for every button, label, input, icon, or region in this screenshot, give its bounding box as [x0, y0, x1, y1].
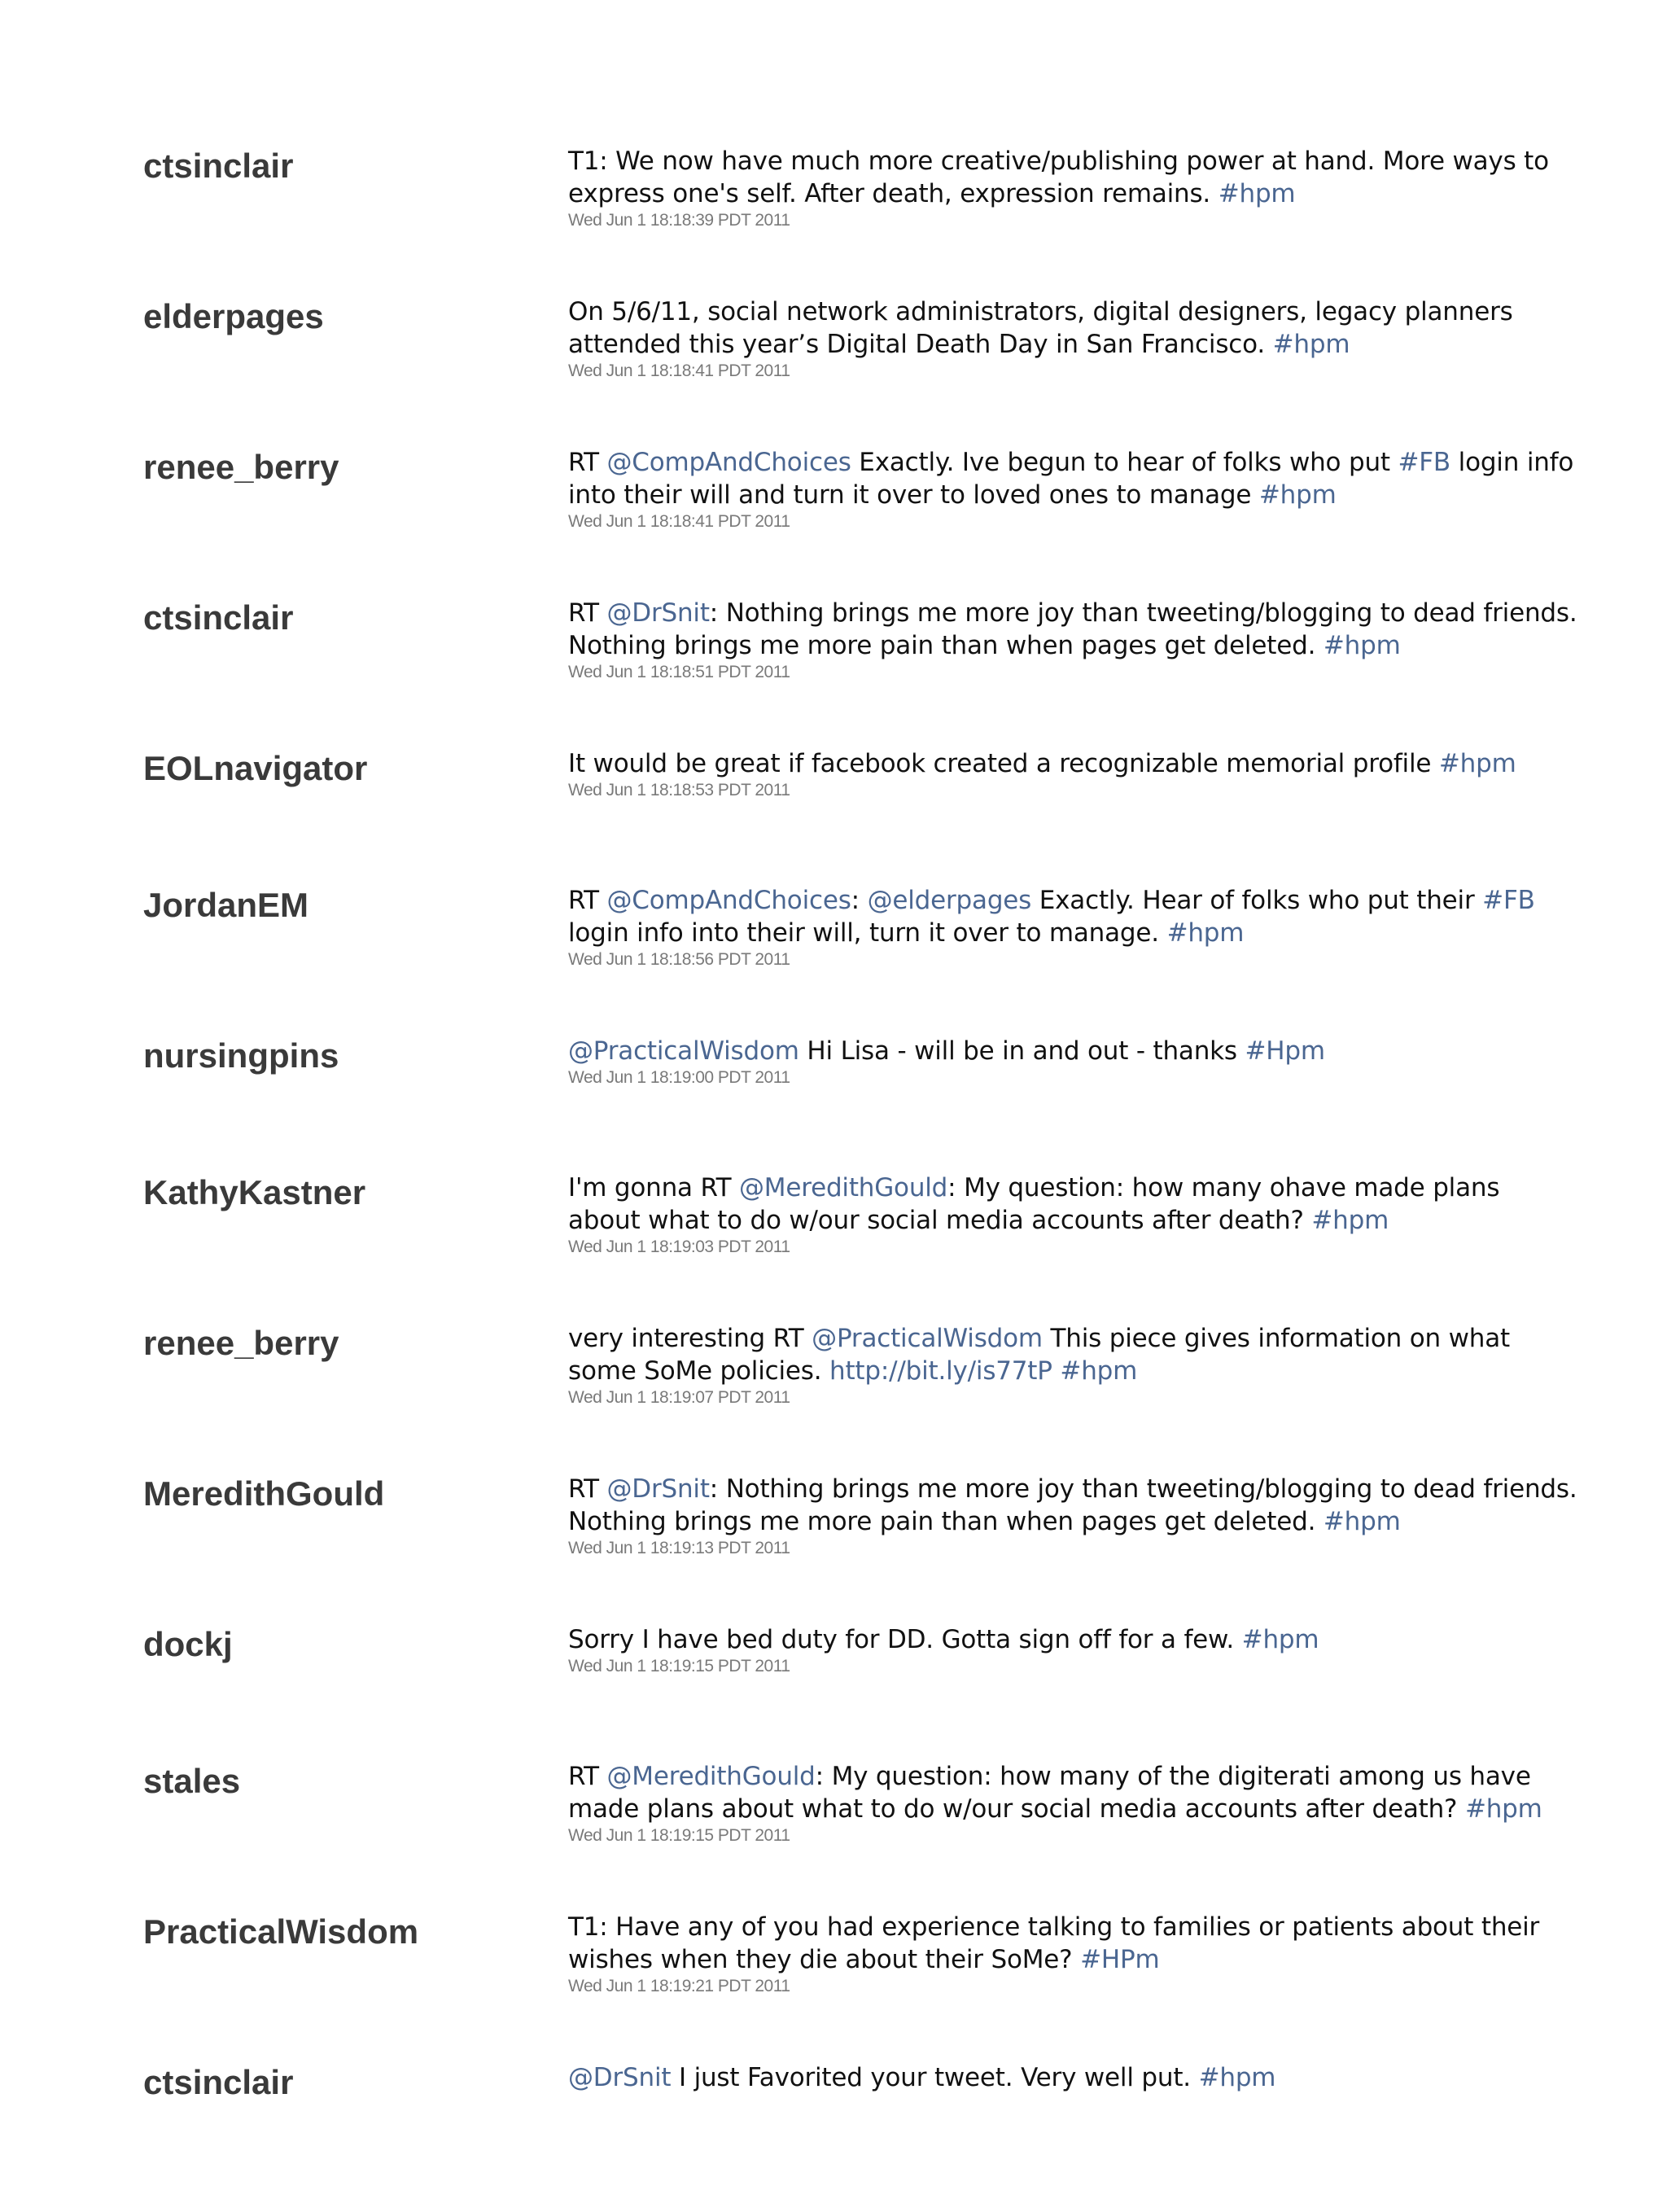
- tweet-author: ctsinclair: [143, 598, 294, 637]
- hashtag-link[interactable]: #hpm: [1464, 1794, 1542, 1824]
- mention-link[interactable]: @CompAndChoices: [606, 448, 851, 477]
- tweet-timestamp: Wed Jun 1 18:19:15 PDT 2011: [568, 1657, 790, 1675]
- tweet-text-segment: : Nothing brings me more joy than tweeting/blogging to dead friends. Nothing brings me more pain than when pages get deleted.: [568, 598, 1577, 660]
- tweet-row: [0, 1760, 1667, 1911]
- tweet-timestamp: Wed Jun 1 18:19:13 PDT 2011: [568, 1539, 790, 1557]
- tweet-row: [0, 296, 1667, 446]
- tweet-text-segment: I just Favorited your tweet. Very well put.: [671, 2063, 1199, 2092]
- tweet-content: [568, 884, 1577, 970]
- tweet-timestamp: Wed Jun 1 18:19:00 PDT 2011: [568, 1068, 790, 1087]
- tweet-text-segment: Sorry I have bed duty for DD. Gotta sign off for a few.: [568, 1625, 1242, 1654]
- tweet-text-segment: login info into their will, turn it over to manage.: [568, 918, 1167, 948]
- tweet-author: renee_berry: [143, 448, 339, 486]
- tweet-timestamp: Wed Jun 1 18:19:15 PDT 2011: [568, 1826, 790, 1845]
- tweet-content: [568, 1172, 1577, 1258]
- hashtag-link[interactable]: #hpm: [1438, 749, 1516, 778]
- tweet-text: [568, 1760, 1577, 1825]
- tweet-content: [568, 1035, 1577, 1088]
- tweet-timestamp: Wed Jun 1 18:18:53 PDT 2011: [568, 781, 790, 799]
- tweet-author: stales: [143, 1762, 241, 1800]
- mention-link[interactable]: @MeredithGould: [738, 1173, 948, 1202]
- tweet-row: [0, 1172, 1667, 1322]
- tweet-author: ctsinclair: [143, 2063, 294, 2101]
- tweet-row: [0, 1322, 1667, 1473]
- hashtag-link[interactable]: #hpm: [1272, 330, 1350, 359]
- tweet-text-segment: T1: We now have much more creative/publishing power at hand. More ways to express one's self. After death, expression remains.: [568, 147, 1549, 208]
- tweet-text-segment: T1: Have any of you had experience talking to families or patients about their wishes when they die about their SoMe?: [568, 1912, 1540, 1974]
- tweet-text: [568, 1035, 1577, 1067]
- tweet-timestamp: Wed Jun 1 18:18:39 PDT 2011: [568, 211, 790, 230]
- tweet-content: [568, 446, 1577, 532]
- hashtag-link[interactable]: #hpm: [1323, 631, 1401, 660]
- tweet-timestamp: Wed Jun 1 18:19:03 PDT 2011: [568, 1237, 790, 1256]
- hashtag-link[interactable]: #hpm: [1258, 480, 1337, 510]
- tweet-text: [568, 1473, 1577, 1538]
- hashtag-link[interactable]: #hpm: [1060, 1356, 1138, 1386]
- tweet-text-segment: very interesting RT: [568, 1324, 812, 1353]
- hashtag-link[interactable]: #hpm: [1241, 1625, 1319, 1654]
- tweet-text-segment: I'm gonna RT: [568, 1173, 739, 1202]
- tweet-author: renee_berry: [143, 1324, 339, 1362]
- tweet-row: [0, 2061, 1667, 2212]
- tweet-text-segment: It would be great if facebook created a recognizable memorial profile: [568, 749, 1439, 778]
- tweet-row: [0, 884, 1667, 1035]
- tweet-timestamp: Wed Jun 1 18:18:51 PDT 2011: [568, 663, 790, 681]
- hashtag-link[interactable]: #hpm: [1166, 918, 1245, 948]
- tweet-timestamp: Wed Jun 1 18:18:41 PDT 2011: [568, 512, 790, 531]
- tweet-text-segment: login info into their will and turn it over to loved ones to manage: [568, 448, 1574, 510]
- tweet-author: PracticalWisdom: [143, 1912, 419, 1951]
- tweet-text: [568, 145, 1577, 210]
- tweet-text: [568, 747, 1577, 780]
- tweet-text: [568, 597, 1577, 662]
- tweet-text: [568, 296, 1577, 361]
- hashtag-link[interactable]: #FB: [1482, 886, 1535, 915]
- tweet-content: [568, 1473, 1577, 1559]
- tweet-text-segment: On 5/6/11, social network administrators, digital designers, legacy planners attended this year’s Digital Death Day in San Francisco.: [568, 297, 1513, 359]
- tweet-content: [568, 296, 1577, 382]
- tweet-author: KathyKastner: [143, 1173, 366, 1211]
- tweet-text-segment: [1052, 1356, 1061, 1386]
- mention-link[interactable]: @DrSnit: [606, 598, 710, 628]
- tweet-timestamp: Wed Jun 1 18:19:07 PDT 2011: [568, 1388, 790, 1407]
- tweet-row: [0, 597, 1667, 747]
- tweet-author: ctsinclair: [143, 147, 294, 185]
- tweet-text-segment: : Nothing brings me more joy than tweeting/blogging to dead friends. Nothing brings me more pain than when pages get deleted.: [568, 1474, 1577, 1536]
- tweet-text-segment: RT: [568, 1762, 607, 1791]
- mention-link[interactable]: @DrSnit: [568, 2063, 672, 2092]
- tweet-timestamp: Wed Jun 1 18:18:56 PDT 2011: [568, 950, 790, 969]
- tweet-content: [568, 1911, 1577, 1997]
- hashtag-link[interactable]: #hpm: [1218, 179, 1296, 208]
- tweet-text-segment: Exactly. Hear of folks who put their: [1031, 886, 1483, 915]
- hashtag-link[interactable]: #hpm: [1198, 2063, 1276, 2092]
- mention-link[interactable]: @PracticalWisdom: [812, 1324, 1043, 1353]
- tweet-text: [568, 1911, 1577, 1976]
- hashtag-link[interactable]: #Hpm: [1245, 1036, 1325, 1066]
- tweet-timestamp: Wed Jun 1 18:18:41 PDT 2011: [568, 361, 790, 380]
- tweet-row: [0, 1911, 1667, 2061]
- tweet-row: [0, 446, 1667, 597]
- tweet-text: [568, 2061, 1577, 2094]
- tweet-content: [568, 2061, 1577, 2094]
- tweet-row: [0, 1623, 1667, 1760]
- mention-link[interactable]: @PracticalWisdom: [568, 1036, 799, 1066]
- tweet-text-segment: RT: [568, 598, 607, 628]
- mention-link[interactable]: @MeredithGould: [606, 1762, 816, 1791]
- hashtag-link[interactable]: #HPm: [1080, 1945, 1160, 1974]
- tweet-author: dockj: [143, 1625, 233, 1663]
- tweet-content: [568, 747, 1577, 801]
- tweet-content: [568, 1623, 1577, 1677]
- tweet-text-segment: Exactly. Ive begun to hear of folks who put: [851, 448, 1398, 477]
- tweet-text-segment: This piece gives information on what some SoMe policies.: [568, 1324, 1510, 1386]
- tweet-author: nursingpins: [143, 1036, 339, 1075]
- tweet-text-segment: : My question: how many of the digiterati among us have made plans about what to do w/our social media accounts after death?: [568, 1762, 1531, 1824]
- tweet-text: [568, 1623, 1577, 1656]
- tweet-text: [568, 1172, 1577, 1237]
- tweet-text: [568, 446, 1577, 511]
- tweet-author: elderpages: [143, 297, 324, 335]
- mention-link[interactable]: @elderpages: [867, 886, 1032, 915]
- tweet-author: JordanEM: [143, 886, 309, 924]
- tweet-text-segment: RT: [568, 886, 607, 915]
- tweet-timestamp: Wed Jun 1 18:19:21 PDT 2011: [568, 1977, 790, 1995]
- mention-link[interactable]: @CompAndChoices: [606, 886, 851, 915]
- tweet-text-segment: Hi Lisa - will be in and out - thanks: [798, 1036, 1245, 1066]
- mention-link[interactable]: @DrSnit: [606, 1474, 710, 1504]
- url-link[interactable]: http://bit.ly/is77tP: [829, 1356, 1052, 1386]
- tweet-content: [568, 145, 1577, 231]
- tweet-author: EOLnavigator: [143, 749, 368, 787]
- tweet-content: [568, 1760, 1577, 1846]
- tweet-text-segment: :: [851, 886, 868, 915]
- tweet-row: [0, 1473, 1667, 1623]
- tweet-text-segment: RT: [568, 1474, 607, 1504]
- tweet-author: MeredithGould: [143, 1474, 385, 1513]
- hashtag-link[interactable]: #hpm: [1311, 1206, 1389, 1235]
- hashtag-link[interactable]: #hpm: [1323, 1507, 1401, 1536]
- tweet-list: [0, 145, 1667, 2101]
- tweet-row: [0, 747, 1667, 884]
- tweet-text: [568, 884, 1577, 949]
- tweet-row: [0, 1035, 1667, 1172]
- tweet-row: [0, 145, 1667, 296]
- hashtag-link[interactable]: #FB: [1398, 448, 1450, 477]
- tweet-content: [568, 1322, 1577, 1408]
- tweet-content: [568, 597, 1577, 683]
- tweet-text-segment: RT: [568, 448, 607, 477]
- tweet-text: [568, 1322, 1577, 1387]
- tweet-text-segment: : My question: how many ohave made plans about what to do w/our social media accounts after death?: [568, 1173, 1500, 1235]
